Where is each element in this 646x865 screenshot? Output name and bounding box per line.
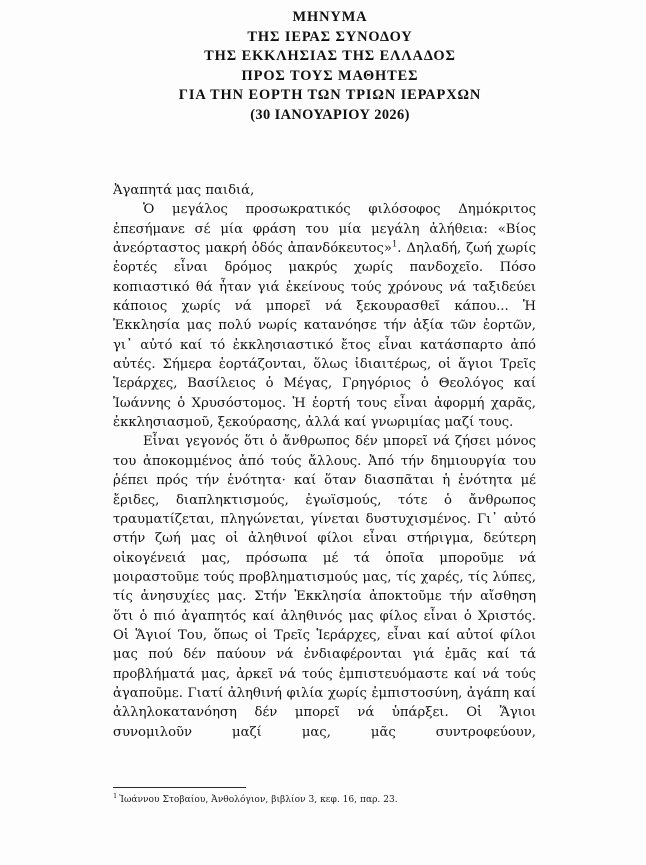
- heading-date-line: (30 ΙΑΝΟΥΑΡΙΟΥ 2026): [250, 106, 410, 123]
- document-heading: [0, 8, 646, 126]
- paragraph-1-text-a: Ὁ μεγάλος προσωκρατικός φιλόσοφος Δημόκριτος ἐπεσήμανε σέ μία φράση του μία μεγάλη ἀλήθεια: «Βίος ἀνεόρταστος μακρή ὁδός ἀπανδόκευτος»: [113, 202, 536, 257]
- heading-line-4: ΠΡΟΣ ΤΟΥΣ ΜΑΘΗΤΕΣ: [241, 67, 419, 84]
- heading-line-1: ΜΗΝΥΜΑ: [292, 9, 368, 25]
- paragraph-1-text-b: . Δηλαδή, ζωή χωρίς ἑορτές εἶναι δρόμος μακρύς χωρίς πανδοχεῖο. Πόσο κοπιαστικό θά ἦταν γιά ἐκείνους τούς χρόνους νά ταξιδεύει κάποιος χωρίς νά μπορεῖ νά ξεκουρασθεῖ κάπου... Ἡ Ἐκκλησία μας πολύ νωρίς κατανόησε τήν ἀξία τῶν ἑορτῶν, γι᾽ αὐτό καί τό ἐκκλησιαστικό ἔτος εἶναι κατάσπαρτο ἀπό αὐτές. Σήμερα ἑορτάζονται, ὅλως ἰδιαιτέρως, οἱ ἅγιοι Τρεῖς Ἱεράρχες, Βασίλειος ὁ Μέγας, Γρηγόριος ὁ Θεολόγος καί Ἰωάννης ὁ Χρυσόστομος. Ἡ ἑορτή τους εἶναι ἀφορμή χαρᾶς, ἐκκλησιασμοῦ, ξεκούρασης, ἀλλά καί γνωριμίας μαζί τους.: [113, 241, 536, 431]
- footnote-reference-1[interactable]: 1: [391, 238, 398, 249]
- footnote-area: [113, 787, 536, 806]
- paragraph-2: Εἶναι γεγονός ὅτι ὁ ἄνθρωπος δέν μπορεῖ νά ζήσει μόνος του ἀποκομμένος ἀπό τούς ἄλλους. Ἀπό τήν δημιουργία του ῥέπει πρός τήν ἑνότητα· καί ὅταν διασπᾶται ἡ ἑνότητα μέ ἔριδες, διαπληκτισμούς, ἐγωϊσμούς, τότε ὁ ἄνθρωπος τραυματίζεται, πληγώνεται, γίνεται δυστυχισμένος. Γι᾽ αὐτό στήν ζωή μας οἱ ἀληθινοί φίλοι εἶναι στήριγμα, δεύτερη οἰκογένειά μας, πρόσωπα μέ τά ὁποῖα μποροῦμε νά μοιραστοῦμε τούς προβληματισμούς μας, τίς χαρές, τίς λύπες, τίς ἀνησυχίες μας. Στήν Ἐκκλησία ἀποκτοῦμε τήν αἴσθηση ὅτι ὁ πιό ἀγαπητός καί ἀληθινός μας φίλος εἶναι ὁ Χριστός. Οἱ Ἅγιοί Του, ὅπως οἱ Τρεῖς Ἱεράρχες, εἶναι καί αὐτοί φίλοι μας πού δέν παύουν νά ἐνδιαφέρονται γιά ἐμᾶς καί τά προβλήματά μας, ἀρκεῖ νά τούς ἐμπιστευόμαστε καί νά τούς ἀγαποῦμε. Γιατί ἀληθινή φιλία χωρίς ἐμπιστοσύνη, ἀγάπη καί ἀλληλοκατανόηση δέν μπορεῖ νά ὑπάρξει. Οἱ Ἅγιοι συνομιλοῦν μαζί μας, μᾶς συντροφεύουν,: [113, 434, 536, 740]
- heading-line-5: ΓΙΑ ΤΗΝ ΕΟΡΤΗ ΤΩΝ ΤΡΙΩΝ ΙΕΡΑΡΧΩΝ: [178, 87, 482, 104]
- salutation: Ἀγαπητά μας παιδιά,: [113, 183, 255, 198]
- document-body: [113, 181, 536, 761]
- footnote-citation-text: Ἰωάννου Στοβαίου, Ἀνθολόγιον, βιβλίον 3, κεφ. 16, παρ. 23.: [119, 795, 398, 805]
- heading-line-3: ΤΗΣ ΕΚΚΛΗΣΙΑΣ ΤΗΣ ΕΛΛΑΔΟΣ: [204, 48, 456, 65]
- footnote-separator-rule: [113, 787, 246, 788]
- heading-line-2: ΤΗΣ ΙΕΡΑΣ ΣΥΝΟΔΟΥ: [247, 28, 413, 45]
- footnote-number: 1: [113, 791, 118, 800]
- paragraph-1: [113, 200, 536, 432]
- footnote-entry-1: [113, 791, 536, 806]
